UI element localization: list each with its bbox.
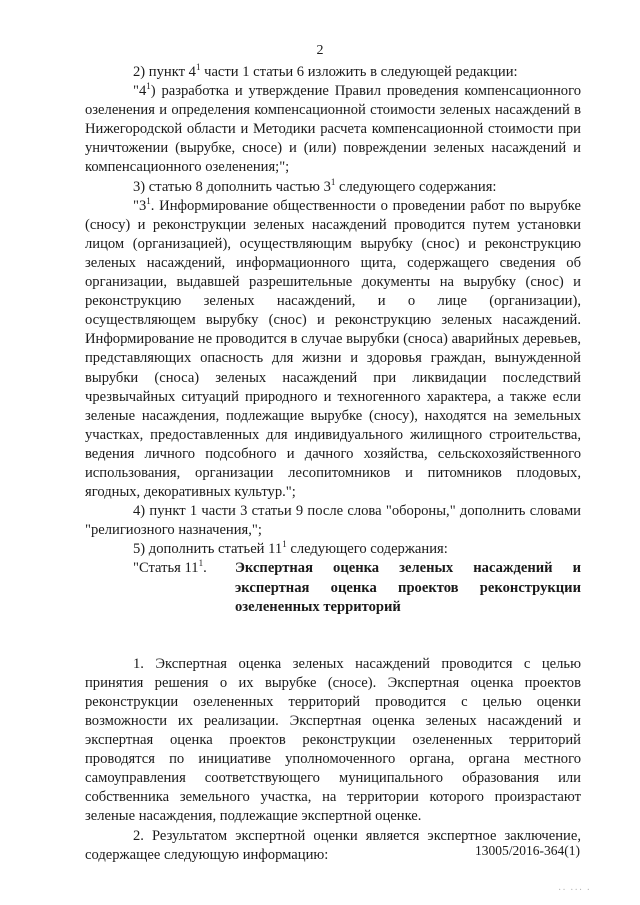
article-title: Экспертная оценка зеленых насаждений и экспертная оценка проектов реконструкции озелененных территорий bbox=[235, 560, 581, 615]
text: части 1 статьи 6 изложить в следующей редакции: bbox=[200, 64, 518, 80]
paragraph-point-4-1 bbox=[85, 82, 581, 177]
paragraph-item-5 bbox=[85, 540, 581, 559]
superscript: 1 bbox=[198, 558, 204, 569]
text: "Статья 11 bbox=[133, 560, 199, 577]
text: следующего содержания: bbox=[286, 541, 448, 558]
text: 5) дополнить статьей 11 bbox=[133, 541, 283, 558]
paragraph-item-2 bbox=[85, 63, 581, 82]
document-number: 13005/2016-364(1) bbox=[475, 843, 580, 858]
article-label bbox=[85, 559, 235, 616]
text: "4 bbox=[133, 83, 147, 100]
article-heading bbox=[85, 559, 581, 616]
superscript: 1 bbox=[330, 176, 336, 187]
text: ) разработка и утверждение Правил проведения компенсационного озеленения и определения компенсационной стоимости зеленых насаждений в Нижегородской области и Методики расчета компенсационной стоимости при уничтожении (вырубке, сносе) и (или) повреждении зеленых насаждений и компенсационного озеленения;"; bbox=[85, 83, 581, 176]
text: 3) статью 8 дополнить частью 3 bbox=[133, 178, 331, 195]
paragraph-item-3 bbox=[85, 178, 581, 197]
spacer bbox=[85, 617, 581, 655]
text: "3 bbox=[133, 197, 147, 214]
text: 2) пункт 4 bbox=[133, 64, 196, 80]
paragraph-article-part-2: 2. Результатом экспертной оценки является экспертное заключение, содержащее следующую информацию: bbox=[85, 827, 581, 863]
text: . bbox=[203, 560, 207, 577]
paragraph-article-part-1: 1. Экспертная оценка зеленых насаждений проводится с целью принятия решения о их вырубке (сносе). Экспертная оценка проектов реконструкции озелененных территорий проводится с целью оценки возможности их реализации. Экспертная оценка зеленых насаждений и экспертная оценка проектов реконструкции озелененных территорий проводятся по инициативе уполномоченного органа, органа местного самоуправления соответствующего муниципального образования или собственника земельного участка, на территории которого произрастают зеленые насаждения, подлежащие экспертной оценке. bbox=[85, 655, 581, 825]
scan-artifact: ·· ··· · bbox=[558, 885, 591, 896]
superscript: 1 bbox=[195, 62, 201, 73]
page-number: 2 bbox=[316, 43, 324, 58]
superscript: 1 bbox=[146, 81, 151, 92]
paragraph-item-4: 4) пункт 1 части 3 статьи 9 после слова "обороны," дополнить словами "религиозного назначения,"; bbox=[85, 503, 581, 539]
superscript: 1 bbox=[146, 195, 151, 206]
text: . Информирование общественности о проведении работ по вырубке (сносу) и реконструкции зеленых насаждений проводится путем установки лицом (организацией), осуществляющим вырубку (снос) и реконструкцию зеленых насаждений, информационного щита, содержащего сведения об организации, выдавшей разрешительные документы на вырубку (снос) и реконструкцию зеленых насаждений, и о лице (организации), осуществляющем вырубку (снос) и реконструкцию зеленых насаждений. Информирование не проводится в случае вырубки (сноса) аварийных деревьев, представляющих опасность для жизни и здоровья граждан, вынужденной вырубки (сноса) зеленых насаждений при ликвидации последствий чрезвычайных ситуаций природного и техногенного характера, а также если зеленые насаждения, подлежащие вырубке (сносу), находятся на земельных участках, предоставленных для индивидуального жилищного строительства, ведения личного подсобного и дачного хозяйства, сельскохозяйственного использования, организации лесопитомников и питомников плодовых, ягодных, декоративных культур."; bbox=[85, 197, 581, 501]
text: следующего содержания: bbox=[335, 178, 497, 195]
superscript: 1 bbox=[282, 539, 287, 550]
document-body bbox=[85, 63, 581, 865]
paragraph-part-3-1 bbox=[85, 197, 581, 503]
